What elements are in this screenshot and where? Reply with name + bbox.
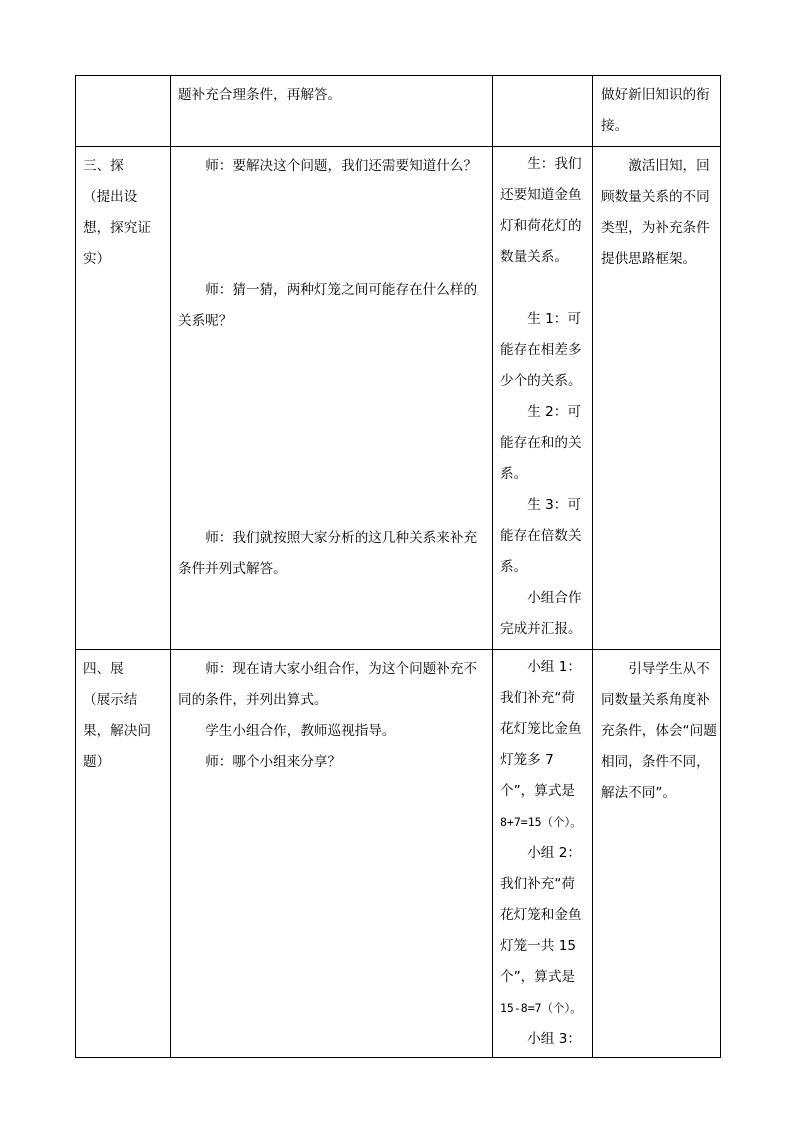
teacher-activity-cell <box>171 147 493 650</box>
table-row <box>76 147 721 650</box>
student-text: 生：我们还要知道金鱼灯和荷花灯的数量关系。 <box>500 156 582 265</box>
student-text: 生 3：可能存在倍数关系。 <box>500 497 582 575</box>
stage-subtitle: （展示结果，解决问题） <box>83 692 151 770</box>
student-activity-cell <box>493 147 593 650</box>
teacher-text: 师：现在请大家小组合作，为这个问题补充不同的条件，并列出算式。 <box>178 661 478 708</box>
student-text: 小组合作完成并汇报。 <box>500 590 582 637</box>
student-activity-cell <box>493 76 593 147</box>
stage-title: 四、展 <box>83 661 124 677</box>
stage-cell <box>76 147 171 650</box>
lesson-plan-table <box>75 75 721 1058</box>
design-intent-cell <box>593 147 721 650</box>
teacher-text: 题补充合理条件，再解答。 <box>178 87 342 103</box>
teacher-activity-cell <box>171 76 493 147</box>
equation-text: 15-8=7（个）。 <box>500 1001 582 1015</box>
student-text: 小组 1： <box>527 659 581 675</box>
table-row <box>76 650 721 1058</box>
teacher-text: 学生小组合作，教师巡视指导。 <box>205 723 396 739</box>
teacher-text: 师：猜一猜，两种灯笼之间可能存在什么样的关系呢？ <box>178 282 478 329</box>
teacher-text: 师：哪个小组来分享？ <box>205 754 342 770</box>
equation-text: 8+7=15（个）。 <box>500 815 582 829</box>
design-intent-cell <box>593 650 721 1058</box>
student-text: 生 1：可能存在相差多少个的关系。 <box>500 311 582 389</box>
student-text: 我们补充“荷花灯笼和金鱼灯笼一共 15 个”，算式是 <box>500 876 582 985</box>
student-activity-cell <box>493 650 593 1058</box>
table-row <box>76 76 721 147</box>
student-text: 生 2：可能存在和的关系。 <box>500 404 582 482</box>
stage-cell <box>76 650 171 1058</box>
stage-title: 三、探 <box>83 158 124 174</box>
student-text: 小组 2： <box>527 845 581 861</box>
stage-subtitle: （提出设想，探究证实） <box>83 189 151 267</box>
intent-text: 激活旧知，回顾数量关系的不同类型，为补充条件提供思路框架。 <box>601 158 710 267</box>
teacher-text: 师：我们就按照大家分析的这几种关系来补充条件并列式解答。 <box>178 530 478 577</box>
student-text: 小组 3： <box>527 1031 581 1047</box>
teacher-text: 师：要解决这个问题，我们还需要知道什么？ <box>205 158 478 174</box>
intent-text: 做好新旧知识的衔接。 <box>601 87 710 134</box>
teacher-activity-cell <box>171 650 493 1058</box>
intent-text: 引导学生从不同数量关系角度补充条件，体会“问题相同，条件不同，解法不同”。 <box>601 661 717 801</box>
student-text: 我们补充“荷花灯笼比金鱼灯笼多 7 个”，算式是 <box>500 690 582 799</box>
stage-cell <box>76 76 171 147</box>
design-intent-cell <box>593 76 721 147</box>
